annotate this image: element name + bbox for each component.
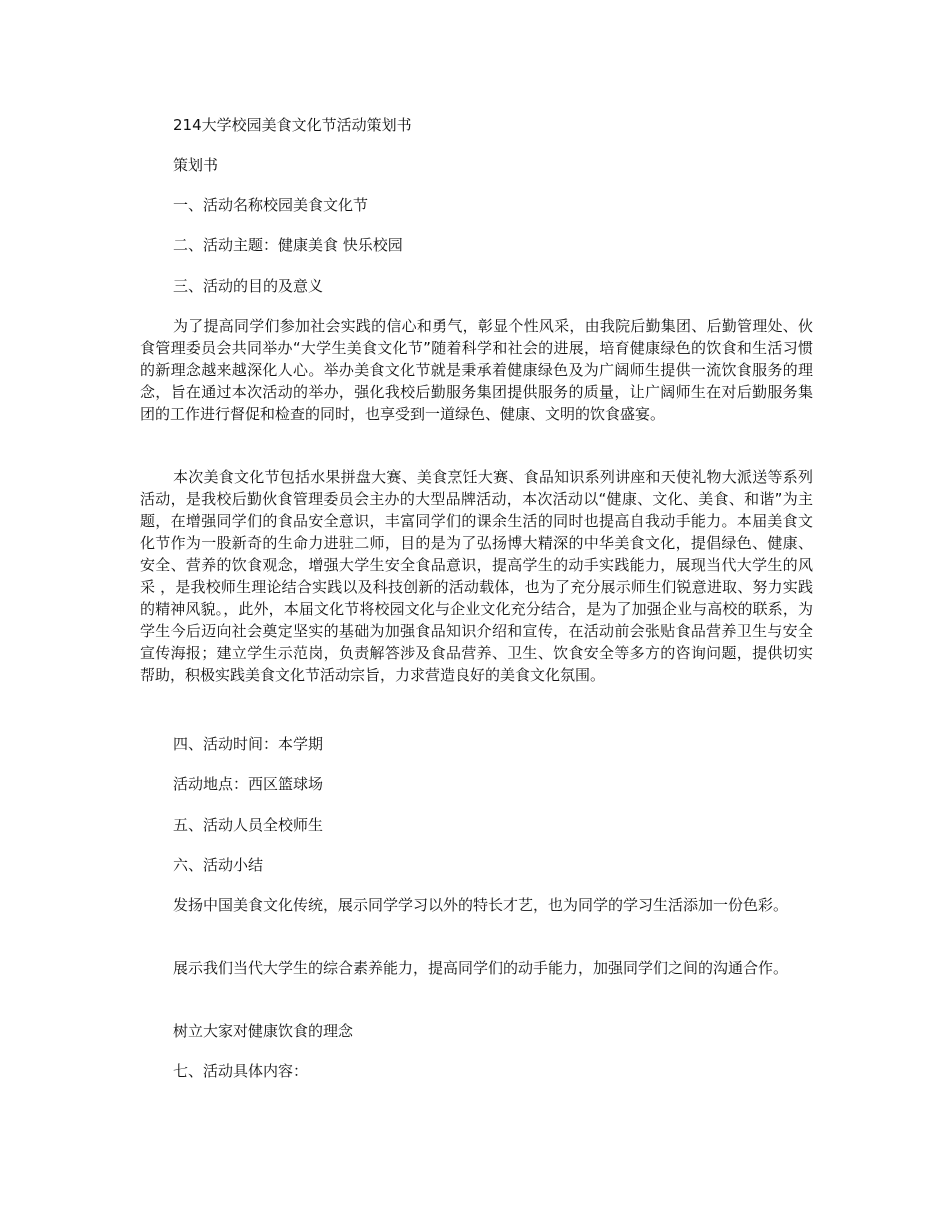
activity-location: 活动地点：西区篮球场 <box>173 775 324 793</box>
document-title: 214大学校园美食文化节活动策划书 <box>173 116 412 134</box>
section-heading-5: 五、活动人员全校师生 <box>173 816 324 834</box>
summary-paragraph-2: 展示我们当代大学生的综合素养能力，提高同学们的动手能力，加强同学们之间的沟通合作。 <box>173 959 789 977</box>
section-heading-4: 四、活动时间：本学期 <box>173 735 324 753</box>
document-subtitle: 策划书 <box>173 156 219 174</box>
section-heading-6: 六、活动小结 <box>173 856 264 874</box>
paragraph-content: 本次美食文化节包括水果拼盘大赛、美食烹饪大赛、食品知识系列讲座和天使礼物大派送等系列活动，是我校后勤伙食管理委员会主办的大型品牌活动，本次活动以“健康、文化、美食、和谐”为主题，在增强同学们的食品安全意识，丰富同学们的课余生活的同时也提高自我动手能力。本届美食文化节作为一股新奇的生命力进驻二师，目的是为了弘扬博大精深的中华美食文化，提倡绿色、健康、安全、营养的饮食观念，增强大学生安全食品意识，提高学生的动手实践能力，展现当代大学生的风采 ，是我校师生理论结合实践以及科技创新的活动载体，也为了充分展示师生们锐意进取、努力实践的精神风貌。，此外，本届文化节将校园文化与企业文化充分结合，是为了加强企业与高校的联系，为学生今后迈向社会奠定坚实的基础为加强食品知识介绍和宣传，在活动前会张贴食品营养卫生与安全宣传海报；建立学生示范岗，负责解答涉及食品营养、卫生、饮食安全等多方的咨询问题，提供切实帮助，积极实践美食文化节活动宗旨，力求营造良好的美食文化氛围。 <box>140 468 813 684</box>
paragraph-purpose: 为了提高同学们参加社会实践的信心和勇气，彰显个性风采，由我院后勤集团、后勤管理处、伙食管理委员会共同举办“大学生美食文化节”随着科学和社会的进展，培育健康绿色的饮食和生活习惯的新理念越来越深化人心。举办美食文化节就是秉承着健康绿色及为广阔师生提供一流饮食服务的理念，旨在通过本次活动的举办，强化我校后勤服务集团提供服务的质量，让广阔师生在对后勤服务集团的工作进行督促和检查的同时，也享受到一道绿色、健康、文明的饮食盛宴。 <box>140 317 813 423</box>
section-heading-3: 三、活动的目的及意义 <box>173 277 324 295</box>
section-heading-2: 二、活动主题：健康美食 快乐校园 <box>173 236 403 254</box>
section-heading-7: 七、活动具体内容： <box>173 1062 309 1080</box>
summary-paragraph-1: 发扬中国美食文化传统，展示同学学习以外的特长才艺，也为同学的学习生活添加一份色彩。 <box>173 896 789 914</box>
section-heading-1: 一、活动名称校园美食文化节 <box>173 196 369 214</box>
summary-line-3: 树立大家对健康饮食的理念 <box>173 1022 354 1040</box>
